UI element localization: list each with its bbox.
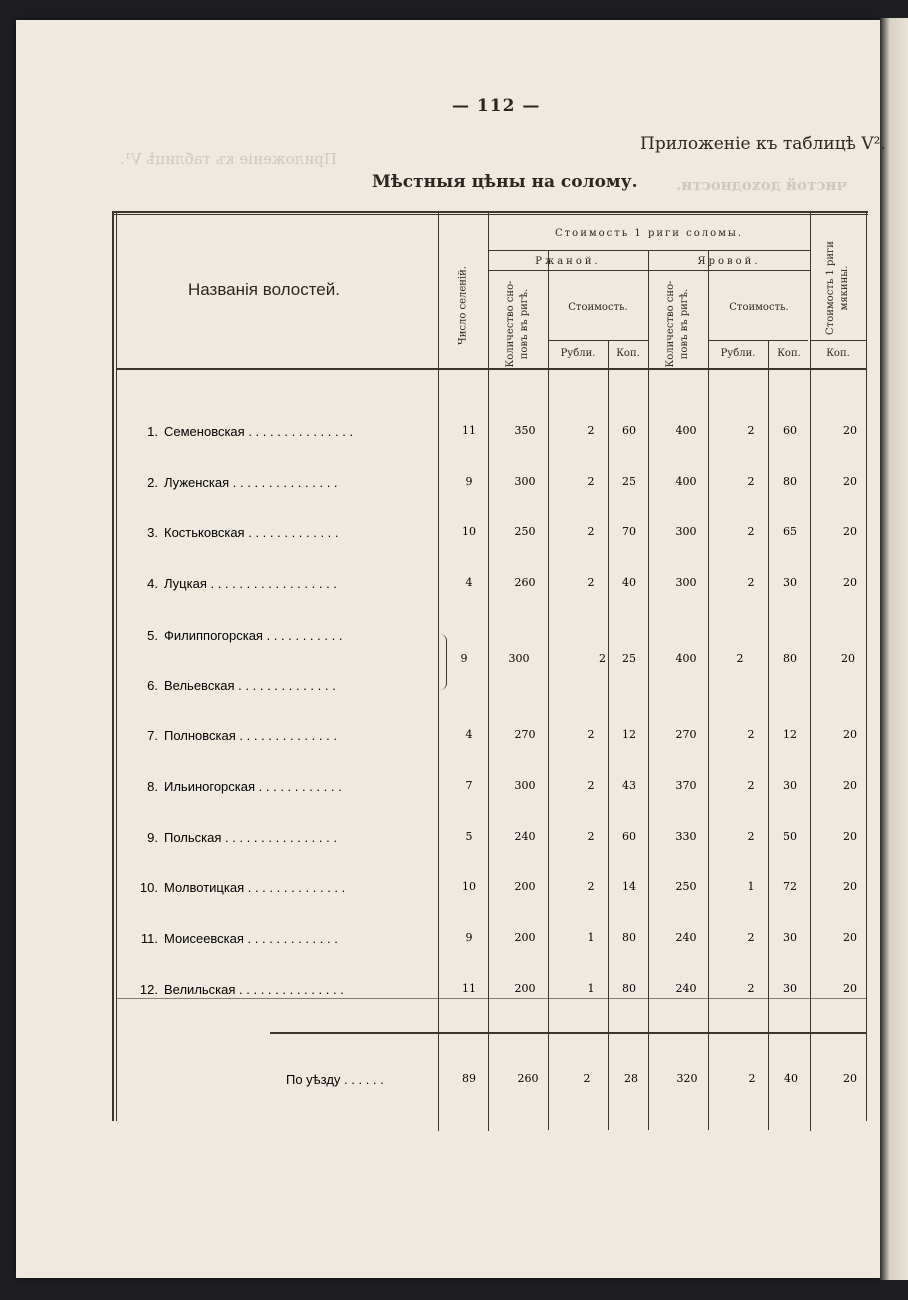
spring-qty-cell: 400 — [675, 475, 697, 488]
rye-kop-cell: 43 — [622, 779, 636, 792]
spring-qty-cell: 250 — [675, 880, 697, 893]
total-spring-kop: 40 — [784, 1072, 798, 1085]
merged-rye-rub: 2 — [599, 652, 606, 665]
table-row — [0, 830, 908, 850]
header-cost-group: Стоимость 1 риги соломы. — [554, 228, 744, 239]
rye-rub-cell: 1 — [587, 982, 595, 995]
table-row — [0, 424, 908, 444]
page-number: — 112 — — [452, 96, 541, 116]
spring-rub-cell: 2 — [747, 475, 755, 488]
spring-qty-cell: 240 — [675, 931, 697, 944]
district-name: 3. Костьковская . . . . . . . . . . . . . — [147, 525, 339, 540]
rye-qty-cell: 260 — [514, 576, 536, 589]
total-chaff-kop: 20 — [843, 1072, 857, 1085]
spring-kop-cell: 30 — [783, 576, 797, 589]
spring-qty-cell: 330 — [675, 830, 697, 843]
header-rye-qty: Количество сно- повъ въ ригѣ. — [505, 280, 530, 368]
district-name: 7. Полновская . . . . . . . . . . . . . . — [147, 728, 337, 743]
spring-rub-cell: 2 — [747, 576, 755, 589]
spring-kop-cell: 72 — [783, 880, 797, 893]
rye-qty-cell: 200 — [514, 880, 536, 893]
spring-kop-cell: 30 — [783, 931, 797, 944]
table-row — [0, 525, 908, 545]
header-chaff: Стоимость 1 риги мякины. — [825, 241, 850, 335]
district-name: 6. Вельевская . . . . . . . . . . . . . . — [147, 678, 336, 693]
spring-rub-cell: 2 — [747, 830, 755, 843]
district-name: 9. Польская . . . . . . . . . . . . . . . . — [147, 830, 337, 845]
table-row — [0, 779, 908, 799]
bleed-through-right: чистой доходности. — [676, 176, 848, 194]
villages-cell: 4 — [465, 576, 473, 589]
spring-rub-cell: 2 — [747, 931, 755, 944]
spring-rub-cell: 2 — [747, 728, 755, 741]
table-row — [0, 931, 908, 951]
district-name: 12. Велильская . . . . . . . . . . . . . . . — [139, 982, 344, 997]
header-villages: Число селеній. — [457, 265, 469, 346]
total-spring-rub: 2 — [748, 1072, 756, 1085]
rye-rub-cell: 2 — [587, 424, 595, 437]
bleed-through-left: Приложеніе къ таблицѣ V¹. — [120, 150, 337, 168]
rye-kop-cell: 14 — [622, 880, 636, 893]
spring-qty-cell: 300 — [675, 576, 697, 589]
rye-kop-cell: 12 — [622, 728, 636, 741]
chaff-kop-cell: 20 — [843, 830, 857, 843]
table-row — [0, 982, 908, 1002]
rye-rub-cell: 2 — [587, 880, 595, 893]
villages-cell: 9 — [465, 475, 473, 488]
villages-cell: 9 — [465, 931, 473, 944]
chaff-kop-cell: 20 — [843, 424, 857, 437]
spring-qty-cell: 270 — [675, 728, 697, 741]
header-spring-cost: Стоимость. — [729, 302, 789, 313]
header-rye: Ржаной. — [535, 256, 601, 267]
spring-rub-cell: 2 — [747, 779, 755, 792]
villages-cell: 7 — [465, 779, 473, 792]
spring-kop-cell: 12 — [783, 728, 797, 741]
rye-qty-cell: 300 — [514, 475, 536, 488]
villages-cell: 10 — [462, 525, 476, 538]
total-spring-qty: 320 — [676, 1072, 698, 1085]
table-row — [0, 628, 908, 648]
spring-rub-cell: 2 — [747, 525, 755, 538]
rye-kop-cell: 25 — [622, 475, 636, 488]
chaff-kop-cell: 20 — [843, 728, 857, 741]
header-rye-kop: Коп. — [616, 348, 640, 359]
spring-kop-cell: 80 — [783, 475, 797, 488]
appendix-label: Приложеніе къ таблицѣ V². — [640, 134, 886, 154]
rye-qty-cell: 200 — [514, 982, 536, 995]
rye-rub-cell: 2 — [587, 576, 595, 589]
table-row — [0, 678, 908, 698]
total-villages: 89 — [462, 1072, 476, 1085]
villages-cell: 11 — [462, 424, 476, 437]
merged-rye-kop: 25 — [622, 652, 636, 665]
header-spring-qty: Количество сно- повъ въ ригѣ. — [665, 280, 690, 368]
table-row — [0, 475, 908, 495]
villages-cell: 11 — [462, 982, 476, 995]
header-spring-kop: Коп. — [777, 348, 801, 359]
spring-rub-cell: 2 — [747, 424, 755, 437]
merged-chaff-kop: 20 — [841, 652, 855, 665]
spring-rub-cell: 1 — [747, 880, 755, 893]
spring-qty-cell: 400 — [675, 424, 697, 437]
spring-kop-cell: 50 — [783, 830, 797, 843]
rye-qty-cell: 200 — [514, 931, 536, 944]
header-spring-rub: Рубли. — [720, 348, 756, 359]
rye-rub-cell: 2 — [587, 525, 595, 538]
merged-spring-kop: 80 — [783, 652, 797, 665]
villages-cell: 5 — [465, 830, 473, 843]
rye-qty-cell: 270 — [514, 728, 536, 741]
chaff-kop-cell: 20 — [843, 931, 857, 944]
merged-villages: 9 — [460, 652, 468, 665]
header-spring: Яровой. — [697, 256, 761, 267]
villages-cell: 10 — [462, 880, 476, 893]
chaff-kop-cell: 20 — [843, 880, 857, 893]
rye-qty-cell: 250 — [514, 525, 536, 538]
spring-kop-cell: 60 — [783, 424, 797, 437]
total-row — [0, 1072, 908, 1092]
rye-qty-cell: 300 — [514, 779, 536, 792]
spring-rub-cell: 2 — [747, 982, 755, 995]
chaff-kop-cell: 20 — [843, 576, 857, 589]
chaff-kop-cell: 20 — [843, 475, 857, 488]
total-rye-kop: 28 — [624, 1072, 638, 1085]
rye-kop-cell: 80 — [622, 982, 636, 995]
rye-rub-cell: 2 — [587, 475, 595, 488]
district-name: 2. Луженская . . . . . . . . . . . . . . . — [147, 475, 338, 490]
page-title: Мѣстныя цѣны на солому. — [372, 172, 638, 192]
district-name: 10. Молвотицкая . . . . . . . . . . . . . . — [139, 880, 346, 895]
header-rye-cost: Стоимость. — [568, 302, 628, 313]
table-row — [0, 880, 908, 900]
table-row — [0, 728, 908, 748]
spring-qty-cell: 370 — [675, 779, 697, 792]
rye-rub-cell: 1 — [587, 931, 595, 944]
rye-kop-cell: 80 — [622, 931, 636, 944]
total-rye-qty: 260 — [517, 1072, 539, 1085]
rye-rub-cell: 2 — [587, 830, 595, 843]
villages-cell: 4 — [465, 728, 473, 741]
spring-kop-cell: 30 — [783, 982, 797, 995]
merged-rye-qty: 300 — [508, 652, 530, 665]
chaff-kop-cell: 20 — [843, 779, 857, 792]
chaff-kop-cell: 20 — [843, 525, 857, 538]
rye-qty-cell: 350 — [514, 424, 536, 437]
rye-kop-cell: 70 — [622, 525, 636, 538]
total-label: По уѣзду . . . . . . — [286, 1072, 384, 1087]
rye-rub-cell: 2 — [587, 779, 595, 792]
table-row — [0, 576, 908, 596]
chaff-kop-cell: 20 — [843, 982, 857, 995]
spring-kop-cell: 65 — [783, 525, 797, 538]
merged-spring-rub: 2 — [736, 652, 744, 665]
rye-kop-cell: 40 — [622, 576, 636, 589]
district-name: 11. Моисеевская . . . . . . . . . . . . . — [140, 931, 338, 946]
total-rye-rub: 2 — [583, 1072, 591, 1085]
rye-qty-cell: 240 — [514, 830, 536, 843]
district-name: 5. Филиппогорская . . . . . . . . . . . — [147, 628, 343, 643]
header-chaff-kop: Коп. — [826, 348, 850, 359]
district-name: 4. Луцкая . . . . . . . . . . . . . . . . . . — [147, 576, 337, 591]
header-names: Названія волостей. — [188, 280, 340, 299]
spring-kop-cell: 30 — [783, 779, 797, 792]
rye-kop-cell: 60 — [622, 830, 636, 843]
spring-qty-cell: 300 — [675, 525, 697, 538]
rye-kop-cell: 60 — [622, 424, 636, 437]
header-rye-rub: Рубли. — [560, 348, 596, 359]
rye-rub-cell: 2 — [587, 728, 595, 741]
district-name: 8. Ильиногорская . . . . . . . . . . . . — [147, 779, 342, 794]
spring-qty-cell: 240 — [675, 982, 697, 995]
merged-row-5-6 — [0, 652, 908, 672]
merged-spring-qty: 400 — [675, 652, 697, 665]
district-name: 1. Семеновская . . . . . . . . . . . . . . . — [147, 424, 354, 439]
